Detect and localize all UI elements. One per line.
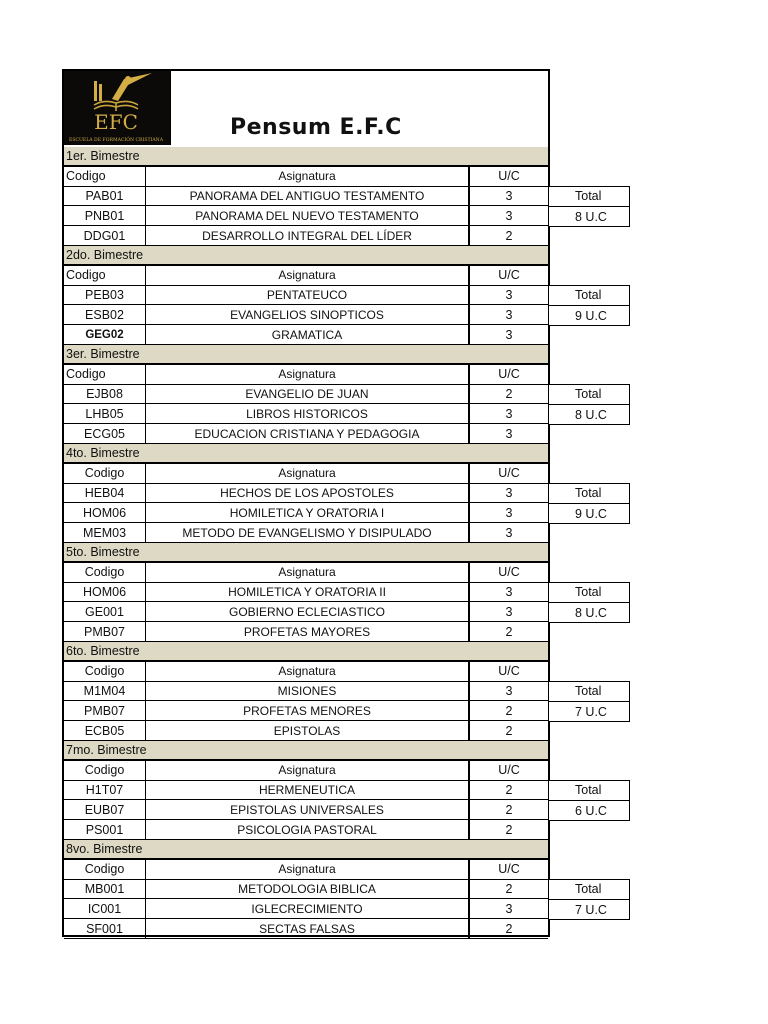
course-uc: 2 (505, 782, 513, 797)
total-value: 8 U.C (549, 206, 629, 226)
subject-header: Asignatura (146, 266, 470, 285)
course-uc: 2 (505, 703, 513, 718)
bimestre-label: 4to. Bimestre (66, 446, 140, 460)
svg-text:EFC: EFC (94, 110, 138, 134)
uc-header: U/C (498, 862, 520, 877)
table-row (64, 305, 548, 325)
course-uc: 3 (505, 426, 513, 441)
total-label: Total (575, 783, 602, 798)
bimestre-label: 5to. Bimestre (66, 545, 140, 559)
bimestre-label: 7mo. Bimestre (66, 743, 147, 757)
bimestre-band (64, 741, 548, 761)
column-header-row (64, 266, 548, 286)
course-uc: 3 (505, 604, 513, 619)
uc-header: U/C (498, 268, 520, 283)
total-label: Total (575, 684, 602, 699)
course-subject: SECTAS FALSAS (146, 919, 470, 938)
table-row (64, 484, 548, 504)
course-subject: PROFETAS MENORES (146, 701, 470, 720)
bimestre-band (64, 642, 548, 662)
bimestre-band (64, 147, 548, 167)
total-label: Total (575, 882, 602, 897)
course-code: DDG01 (64, 226, 146, 245)
course-subject: IGLECRECIMIENTO (146, 899, 470, 918)
code-header: Codigo (64, 662, 146, 681)
course-subject: PSICOLOGIA PASTORAL (146, 820, 470, 839)
subject-header: Asignatura (146, 761, 470, 780)
logo-emblem-icon (64, 71, 170, 145)
pensum-sheet (62, 69, 550, 937)
bimestre-band (64, 345, 548, 365)
code-header: Codigo (64, 563, 146, 582)
course-code: MEM03 (64, 523, 146, 542)
table-row (64, 325, 548, 345)
course-code: PMB07 (64, 622, 146, 641)
uc-header: U/C (498, 367, 520, 382)
course-subject: PENTATEUCO (146, 286, 470, 305)
course-uc: 2 (505, 822, 513, 837)
total-label: Total (575, 387, 602, 402)
course-code: SF001 (64, 919, 146, 938)
course-code: EJB08 (64, 385, 146, 404)
svg-text:ESCUELA DE FORMACIÓN CRISTIANA: ESCUELA DE FORMACIÓN CRISTIANA (68, 138, 164, 143)
course-uc: 2 (505, 624, 513, 639)
code-header: Codigo (64, 464, 146, 483)
table-row (64, 880, 548, 900)
total-box (548, 285, 630, 327)
table-row (64, 682, 548, 702)
course-code: PS001 (64, 820, 146, 839)
total-value: 8 U.C (549, 404, 629, 424)
subject-header: Asignatura (146, 563, 470, 582)
course-uc: 3 (505, 287, 513, 302)
total-box (548, 483, 630, 525)
course-code: LHB05 (64, 404, 146, 423)
course-uc: 2 (505, 881, 513, 896)
course-subject: LIBROS HISTORICOS (146, 404, 470, 423)
course-code: PAB01 (64, 187, 146, 206)
subject-header: Asignatura (146, 464, 470, 483)
uc-header: U/C (498, 565, 520, 580)
total-value: 7 U.C (549, 701, 629, 721)
course-uc: 3 (505, 525, 513, 540)
course-subject: GOBIERNO ECLECIASTICO (146, 602, 470, 621)
table-row (64, 424, 548, 444)
total-box (548, 681, 630, 723)
column-header-row (64, 662, 548, 682)
course-uc: 3 (505, 683, 513, 698)
course-code: ESB02 (64, 305, 146, 324)
table-row (64, 721, 548, 741)
total-label: Total (575, 486, 602, 501)
column-header-row (64, 464, 548, 484)
course-uc: 2 (505, 228, 513, 243)
course-code: GEG02 (64, 325, 146, 344)
total-value: 6 U.C (549, 800, 629, 820)
course-uc: 3 (505, 505, 513, 520)
table-row (64, 226, 548, 246)
table-row (64, 187, 548, 207)
course-subject: PANORAMA DEL ANTIGUO TESTAMENTO (146, 187, 470, 206)
column-header-row (64, 860, 548, 880)
table-row (64, 583, 548, 603)
course-code: HOM06 (64, 583, 146, 602)
course-subject: HECHOS DE LOS APOSTOLES (146, 484, 470, 503)
course-subject: PANORAMA DEL NUEVO TESTAMENTO (146, 206, 470, 225)
total-label: Total (575, 585, 602, 600)
course-subject: HOMILETICA Y ORATORIA II (146, 583, 470, 602)
course-uc: 3 (505, 208, 513, 223)
column-header-row (64, 167, 548, 187)
course-subject: HERMENEUTICA (146, 781, 470, 800)
uc-header: U/C (498, 664, 520, 679)
table-row (64, 602, 548, 622)
course-code: H1T07 (64, 781, 146, 800)
code-header: Codigo (64, 761, 146, 780)
course-uc: 3 (505, 327, 513, 342)
subject-header: Asignatura (146, 365, 470, 384)
table-row (64, 385, 548, 405)
subject-header: Asignatura (146, 860, 470, 879)
bimestre-label: 6to. Bimestre (66, 644, 140, 658)
course-code: GE001 (64, 602, 146, 621)
table-row (64, 919, 548, 939)
uc-header: U/C (498, 169, 520, 184)
course-subject: METODO DE EVANGELISMO Y DISIPULADO (146, 523, 470, 542)
sheet-header (64, 71, 548, 149)
bimestre-label: 2do. Bimestre (66, 248, 144, 262)
total-label: Total (575, 288, 602, 303)
course-uc: 2 (505, 921, 513, 936)
bimestre-band (64, 543, 548, 563)
course-uc: 3 (505, 584, 513, 599)
course-subject: HOMILETICA Y ORATORIA I (146, 503, 470, 522)
course-subject: EVANGELIOS SINOPTICOS (146, 305, 470, 324)
total-value: 9 U.C (549, 305, 629, 325)
course-uc: 3 (505, 485, 513, 500)
table-row (64, 404, 548, 424)
total-value: 8 U.C (549, 602, 629, 622)
course-subject: GRAMATICA (146, 325, 470, 344)
column-header-row (64, 563, 548, 583)
code-header: Codigo (64, 365, 146, 384)
column-header-row (64, 761, 548, 781)
course-code: PNB01 (64, 206, 146, 225)
course-uc: 2 (505, 723, 513, 738)
total-box (548, 780, 630, 822)
table-row (64, 800, 548, 820)
course-code: EUB07 (64, 800, 146, 819)
bimestre-band (64, 444, 548, 464)
bimestre-band (64, 246, 548, 266)
total-box (548, 582, 630, 624)
course-subject: DESARROLLO INTEGRAL DEL LÍDER (146, 226, 470, 245)
course-uc: 3 (505, 901, 513, 916)
table-row (64, 899, 548, 919)
subject-header: Asignatura (146, 167, 470, 186)
efc-logo (64, 71, 171, 145)
uc-header: U/C (498, 466, 520, 481)
course-subject: MISIONES (146, 682, 470, 701)
code-header: Codigo (64, 266, 146, 285)
table-row (64, 820, 548, 840)
course-uc: 3 (505, 188, 513, 203)
course-code: M1M04 (64, 682, 146, 701)
course-code: ECG05 (64, 424, 146, 443)
column-header-row (64, 365, 548, 385)
course-subject: EVANGELIO DE JUAN (146, 385, 470, 404)
course-subject: EPISTOLAS UNIVERSALES (146, 800, 470, 819)
table-row (64, 206, 548, 226)
total-value: 7 U.C (549, 899, 629, 919)
table-row (64, 503, 548, 523)
table-row (64, 286, 548, 306)
table-row (64, 523, 548, 543)
course-code: PEB03 (64, 286, 146, 305)
code-header: Codigo (64, 860, 146, 879)
course-subject: EPISTOLAS (146, 721, 470, 740)
table-row (64, 701, 548, 721)
course-code: PMB07 (64, 701, 146, 720)
total-box (548, 879, 630, 921)
uc-header: U/C (498, 763, 520, 778)
course-code: IC001 (64, 899, 146, 918)
page-title: Pensum E.F.C (230, 115, 402, 140)
total-box (548, 186, 630, 228)
table-row (64, 622, 548, 642)
code-header: Codigo (64, 167, 146, 186)
total-label: Total (575, 189, 602, 204)
course-code: HEB04 (64, 484, 146, 503)
total-value: 9 U.C (549, 503, 629, 523)
course-uc: 3 (505, 406, 513, 421)
course-subject: METODOLOGIA BIBLICA (146, 880, 470, 899)
course-uc: 3 (505, 307, 513, 322)
course-code: MB001 (64, 880, 146, 899)
subject-header: Asignatura (146, 662, 470, 681)
course-uc: 2 (505, 386, 513, 401)
table-row (64, 781, 548, 801)
course-subject: EDUCACION CRISTIANA Y PEDAGOGIA (146, 424, 470, 443)
bimestre-band (64, 840, 548, 860)
bimestre-label: 8vo. Bimestre (66, 842, 143, 856)
course-subject: PROFETAS MAYORES (146, 622, 470, 641)
bimestre-label: 1er. Bimestre (66, 149, 140, 163)
bimestre-label: 3er. Bimestre (66, 347, 140, 361)
course-code: HOM06 (64, 503, 146, 522)
course-uc: 2 (505, 802, 513, 817)
course-code: ECB05 (64, 721, 146, 740)
total-box (548, 384, 630, 426)
